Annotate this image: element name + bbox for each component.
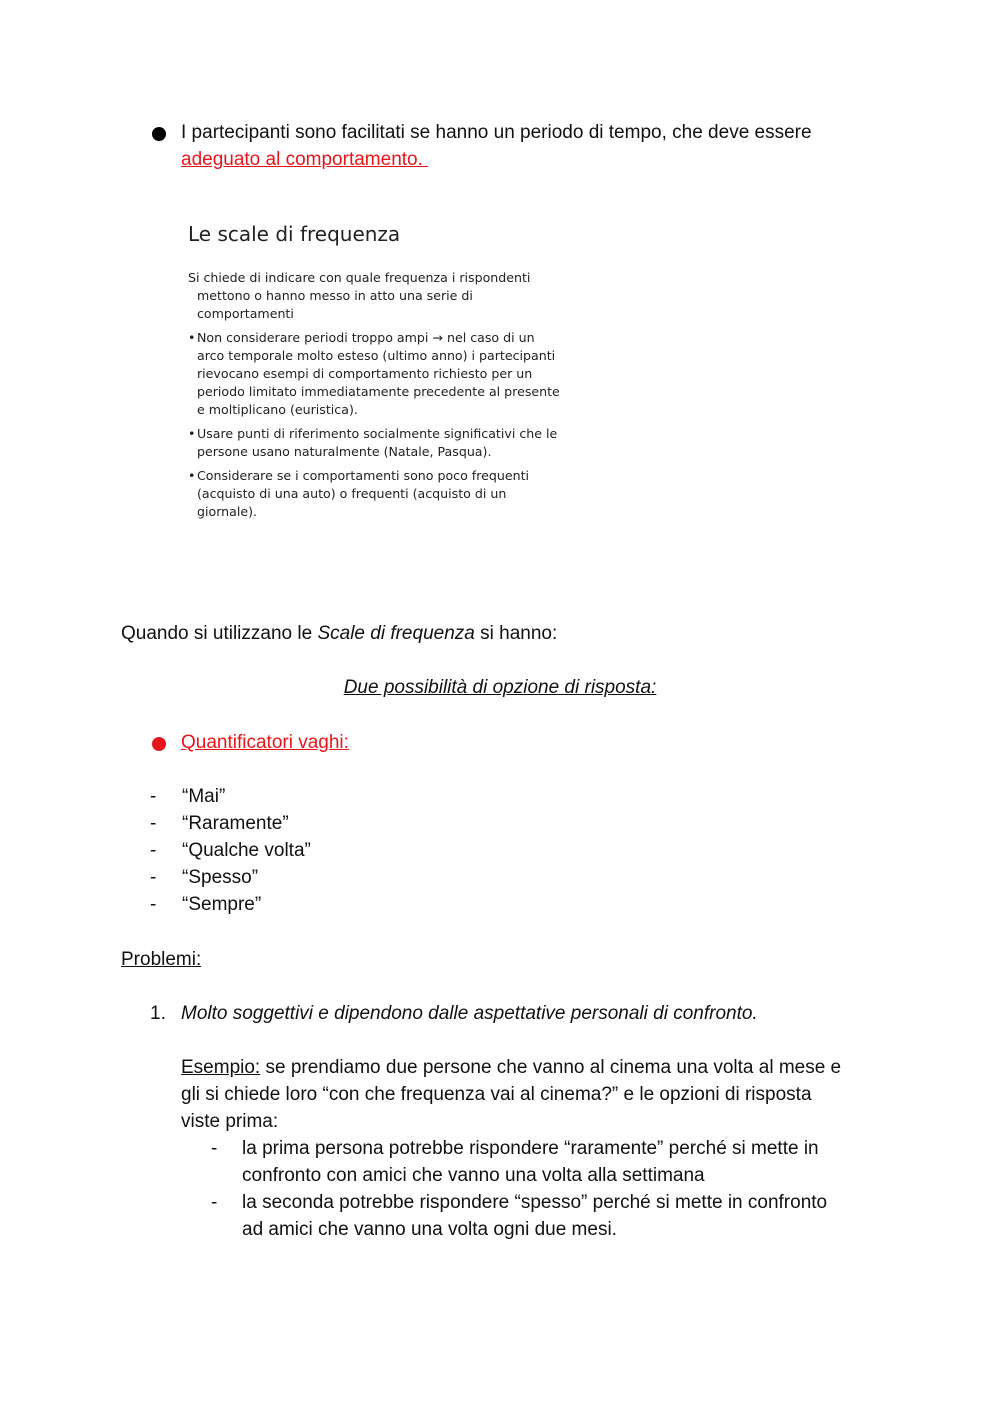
slide-bullet-line: rievocano esempi di comportamento richiesto per un [197,366,533,381]
slide-bullet-line: • Non considerare periodi troppo ampi → nel caso di un [197,330,535,345]
bullet-dot-icon [152,127,166,141]
example-line: gli si chiede loro “con che frequenza vai al cinema?” e le opzioni di risposta [181,1084,812,1105]
problem-number: 1. [150,1003,166,1024]
sub-item-line: ad amici che vanno una volta ogni due mesi. [242,1219,617,1240]
list-item-text: “Spesso” [182,867,259,888]
list-item: - “Mai” [150,786,226,807]
problem-text: Molto soggettivi e dipendono dalle aspettative personali di confronto. [181,1003,758,1024]
intro-before: Quando si utilizzano le [121,623,318,644]
slide-bullet [188,329,598,419]
slide-bullet-line: giornale). [197,504,258,519]
example-line: viste prima: [181,1111,279,1132]
sub-item-line: la seconda potrebbe rispondere “spesso” perché si mette in confronto [242,1192,828,1213]
slide-image [178,212,598,532]
slide-bullet [188,425,598,461]
sub-list [211,1135,911,1243]
quantifier-list [150,783,550,918]
slide-title: Le scale di frequenza [188,222,401,246]
sub-item-line: la prima persona potrebbe rispondere “raramente” perché si mette in [242,1138,819,1159]
slide-bullet [188,467,598,521]
list-item: - “Sempre” [150,894,262,915]
intro-after: si hanno: [474,623,558,644]
slide-bullet-line: periodo limitato immediatamente precedente al presente [197,384,560,399]
intro-italic: Scale di frequenza [317,623,475,644]
slide-bullet-line: arco temporale molto esteso (ultimo anno) i partecipanti [197,348,556,363]
problems-heading: Problemi: [121,949,202,970]
list-item: - “Qualche volta” [150,840,311,861]
slide-bullet-line: e moltiplicano (euristica). [197,402,358,417]
slide-body [188,269,598,521]
list-item: - “Spesso” [150,867,259,888]
sub-item-line: confronto con amici che vanno una volta alla settimana [242,1165,705,1186]
sub-list-item: - la seconda potrebbe rispondere “spesso” perché si mette in confronto ad amici che vanno una volta ogni due mesi. [211,1189,911,1243]
slide-bullet-line: • Considerare se i comportamenti sono poco frequenti [197,468,530,483]
quantifiers-heading: Quantificatori vaghi: [181,732,349,753]
list-item-text: “Qualche volta” [182,840,311,861]
sub-list-item: - la prima persona potrebbe rispondere “raramente” perché si mette in confronto con amici che vanno una volta alla settimana [211,1135,911,1189]
slide-intro-line: mettono o hanno messo in atto una serie di [197,288,473,303]
subtitle: Due possibilità di opzione di risposta: [343,677,657,698]
example-label: Esempio: [181,1057,261,1078]
list-item: - “Raramente” [150,813,289,834]
slide-bullet-line: persone usano naturalmente (Natale, Pasqua). [197,444,492,459]
list-item-text: “Raramente” [182,813,289,834]
bullet-text-line: I partecipanti sono facilitati se hanno un periodo di tempo, che deve essere [181,122,812,143]
intro-paragraph [121,620,557,647]
slide-bullet-line: (acquisto di una auto) o frequenti (acquisto di un [197,486,507,501]
red-bullet-dot-icon [152,737,166,751]
highlight-text: adeguato al comportamento. [181,149,429,170]
list-item-text: “Mai” [182,786,226,807]
slide-bullet-line: • Usare punti di riferimento socialmente significativi che le [197,426,558,441]
example-paragraph [181,1054,901,1135]
bullet-text [181,119,901,173]
slide-intro-line: comportamenti [197,306,294,321]
list-item-text: “Sempre” [182,894,262,915]
example-line: se prendiamo due persone che vanno al cinema una volta al mese e [260,1057,842,1078]
slide-intro-line: Si chiede di indicare con quale frequenza i rispondenti [188,270,531,285]
